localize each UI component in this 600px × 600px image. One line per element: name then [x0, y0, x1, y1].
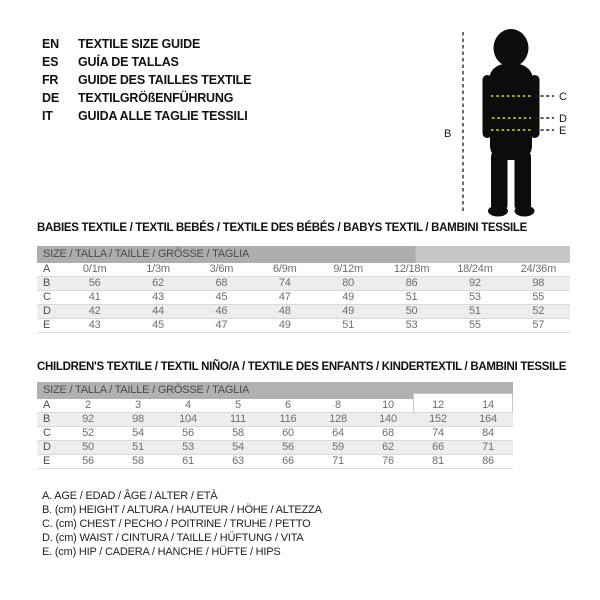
size-table-row [37, 455, 513, 469]
babies-size-table [37, 263, 570, 333]
size-value-cell: 140 [363, 413, 413, 427]
language-title: GUÍA DE TALLAS [78, 55, 179, 69]
size-value-cell: 6/9m [253, 263, 316, 277]
size-value-cell: 47 [253, 291, 316, 305]
hip-measure-label: E [559, 125, 567, 137]
size-value-cell: 44 [126, 305, 189, 319]
size-value-cell: 61 [163, 455, 213, 469]
size-table-row [37, 277, 570, 291]
size-value-cell: 51 [380, 291, 443, 305]
size-table-row [37, 291, 570, 305]
child-silhouette [483, 29, 540, 217]
row-label: D [37, 305, 63, 319]
size-value-cell: 49 [317, 305, 380, 319]
size-value-cell: 71 [313, 455, 363, 469]
language-title: GUIDE DES TAILLES TEXTILE [78, 73, 252, 87]
row-label: C [37, 427, 63, 441]
language-row [42, 89, 251, 107]
legend-item: D. (cm) WAIST / CINTURA / TAILLE / HÜFTUNG / VITA [42, 532, 304, 544]
row-label: A [37, 263, 63, 277]
child-measurement-figure [428, 12, 600, 224]
size-value-cell: 74 [413, 427, 463, 441]
row-label: E [37, 319, 63, 333]
size-value-cell: 50 [380, 305, 443, 319]
size-value-cell: 51 [113, 441, 163, 455]
size-value-cell: 54 [213, 441, 263, 455]
size-value-cell: 55 [443, 319, 506, 333]
size-value-cell: 62 [363, 441, 413, 455]
language-code: EN [42, 37, 59, 51]
size-value-cell: 52 [507, 305, 570, 319]
size-value-cell: 6 [263, 399, 313, 413]
size-value-cell: 62 [126, 277, 189, 291]
language-code: IT [42, 109, 53, 123]
size-value-cell: 51 [443, 305, 506, 319]
size-value-cell: 164 [463, 413, 513, 427]
size-value-cell: 98 [113, 413, 163, 427]
size-value-cell: 80 [317, 277, 380, 291]
size-table-row [37, 413, 513, 427]
size-value-cell: 56 [63, 277, 126, 291]
chest-measure-label: C [559, 91, 567, 103]
babies-section-title: BABIES TEXTILE / TEXTIL BEBÉS / TEXTILE DES BÉBÉS / BABYS TEXTIL / BAMBINI TESSILE [37, 222, 527, 234]
row-label: B [37, 413, 63, 427]
size-value-cell: 104 [163, 413, 213, 427]
size-value-cell: 42 [63, 305, 126, 319]
row-label: B [37, 277, 63, 291]
children-size-table [37, 399, 513, 469]
row-label: D [37, 441, 63, 455]
legend-item: B. (cm) HEIGHT / ALTURA / HAUTEUR / HÖHE / ALTEZZA [42, 504, 322, 516]
legend-item: A. AGE / EDAD / ÂGE / ALTER / ETÀ [42, 490, 218, 502]
size-value-cell: 9/12m [317, 263, 380, 277]
babies-size-header-bar: SIZE / TALLA / TAILLE / GRÖSSE / TAGLIA [37, 246, 570, 263]
size-value-cell: 84 [463, 427, 513, 441]
language-title: GUIDA ALLE TAGLIE TESSILI [78, 109, 248, 123]
measurement-legend [42, 489, 322, 559]
size-value-cell: 18/24m [443, 263, 506, 277]
language-title-list [42, 35, 251, 125]
size-value-cell: 0/1m [63, 263, 126, 277]
size-value-cell: 68 [363, 427, 413, 441]
size-value-cell: 56 [263, 441, 313, 455]
language-row [42, 107, 251, 125]
size-table-row [37, 441, 513, 455]
size-value-cell: 47 [190, 319, 253, 333]
size-value-cell: 86 [380, 277, 443, 291]
size-value-cell: 60 [263, 427, 313, 441]
size-value-cell: 74 [253, 277, 316, 291]
size-value-cell: 1/3m [126, 263, 189, 277]
size-value-cell: 49 [253, 319, 316, 333]
size-value-cell: 50 [63, 441, 113, 455]
size-value-cell: 81 [413, 455, 463, 469]
size-value-cell: 12 [413, 399, 463, 413]
size-value-cell: 54 [113, 427, 163, 441]
size-value-cell: 53 [380, 319, 443, 333]
size-table-row [37, 427, 513, 441]
size-value-cell: 98 [507, 277, 570, 291]
size-value-cell: 63 [213, 455, 263, 469]
size-value-cell: 52 [63, 427, 113, 441]
size-value-cell: 76 [363, 455, 413, 469]
size-value-cell: 57 [507, 319, 570, 333]
legend-item: C. (cm) CHEST / PECHO / POITRINE / TRUHE / PETTO [42, 518, 311, 530]
size-value-cell: 58 [213, 427, 263, 441]
size-value-cell: 5 [213, 399, 263, 413]
size-value-cell: 92 [63, 413, 113, 427]
size-value-cell: 14 [463, 399, 513, 413]
language-title: TEXTILGRÖßENFÜHRUNG [78, 91, 234, 105]
language-title: TEXTILE SIZE GUIDE [78, 37, 201, 51]
size-table-row [37, 305, 570, 319]
waist-measure-label: D [559, 113, 567, 125]
size-value-cell: 128 [313, 413, 363, 427]
size-value-cell: 152 [413, 413, 463, 427]
size-value-cell: 41 [63, 291, 126, 305]
size-table-row [37, 319, 570, 333]
size-value-cell: 45 [190, 291, 253, 305]
size-value-cell: 48 [253, 305, 316, 319]
size-value-cell: 3/6m [190, 263, 253, 277]
language-row [42, 53, 251, 71]
size-value-cell: 92 [443, 277, 506, 291]
size-value-cell: 64 [313, 427, 363, 441]
size-value-cell: 2 [63, 399, 113, 413]
size-value-cell: 59 [313, 441, 363, 455]
language-code: ES [42, 55, 59, 69]
size-value-cell: 56 [63, 455, 113, 469]
children-size-header-bar: SIZE / TALLA / TAILLE / GRÖSSE / TAGLIA [37, 382, 513, 399]
children-section-title: CHILDREN'S TEXTILE / TEXTIL NIÑO/A / TEXTILE DES ENFANTS / KINDERTEXTIL / BAMBINI TESSILE [37, 361, 567, 373]
size-value-cell: 12/18m [380, 263, 443, 277]
size-value-cell: 58 [113, 455, 163, 469]
size-value-cell: 56 [163, 427, 213, 441]
size-value-cell: 53 [163, 441, 213, 455]
size-value-cell: 24/36m [507, 263, 570, 277]
size-value-cell: 55 [507, 291, 570, 305]
size-value-cell: 8 [313, 399, 363, 413]
size-value-cell: 49 [317, 291, 380, 305]
size-value-cell: 46 [190, 305, 253, 319]
size-value-cell: 53 [443, 291, 506, 305]
height-measure-label: B [444, 128, 452, 140]
size-value-cell: 68 [190, 277, 253, 291]
size-value-cell: 4 [163, 399, 213, 413]
language-row [42, 35, 251, 53]
language-code: DE [42, 91, 59, 105]
size-value-cell: 10 [363, 399, 413, 413]
row-label: C [37, 291, 63, 305]
size-table-row [37, 399, 513, 413]
size-value-cell: 111 [213, 413, 263, 427]
size-value-cell: 43 [63, 319, 126, 333]
size-table-row [37, 263, 570, 277]
language-code: FR [42, 73, 59, 87]
row-label: E [37, 455, 63, 469]
size-value-cell: 66 [263, 455, 313, 469]
size-value-cell: 86 [463, 455, 513, 469]
legend-item: E. (cm) HIP / CADERA / HANCHE / HÜFTE / HIPS [42, 546, 281, 558]
language-row [42, 71, 251, 89]
row-label: A [37, 399, 63, 413]
size-value-cell: 116 [263, 413, 313, 427]
size-value-cell: 3 [113, 399, 163, 413]
size-value-cell: 51 [317, 319, 380, 333]
size-value-cell: 43 [126, 291, 189, 305]
size-value-cell: 66 [413, 441, 463, 455]
size-value-cell: 71 [463, 441, 513, 455]
size-value-cell: 45 [126, 319, 189, 333]
